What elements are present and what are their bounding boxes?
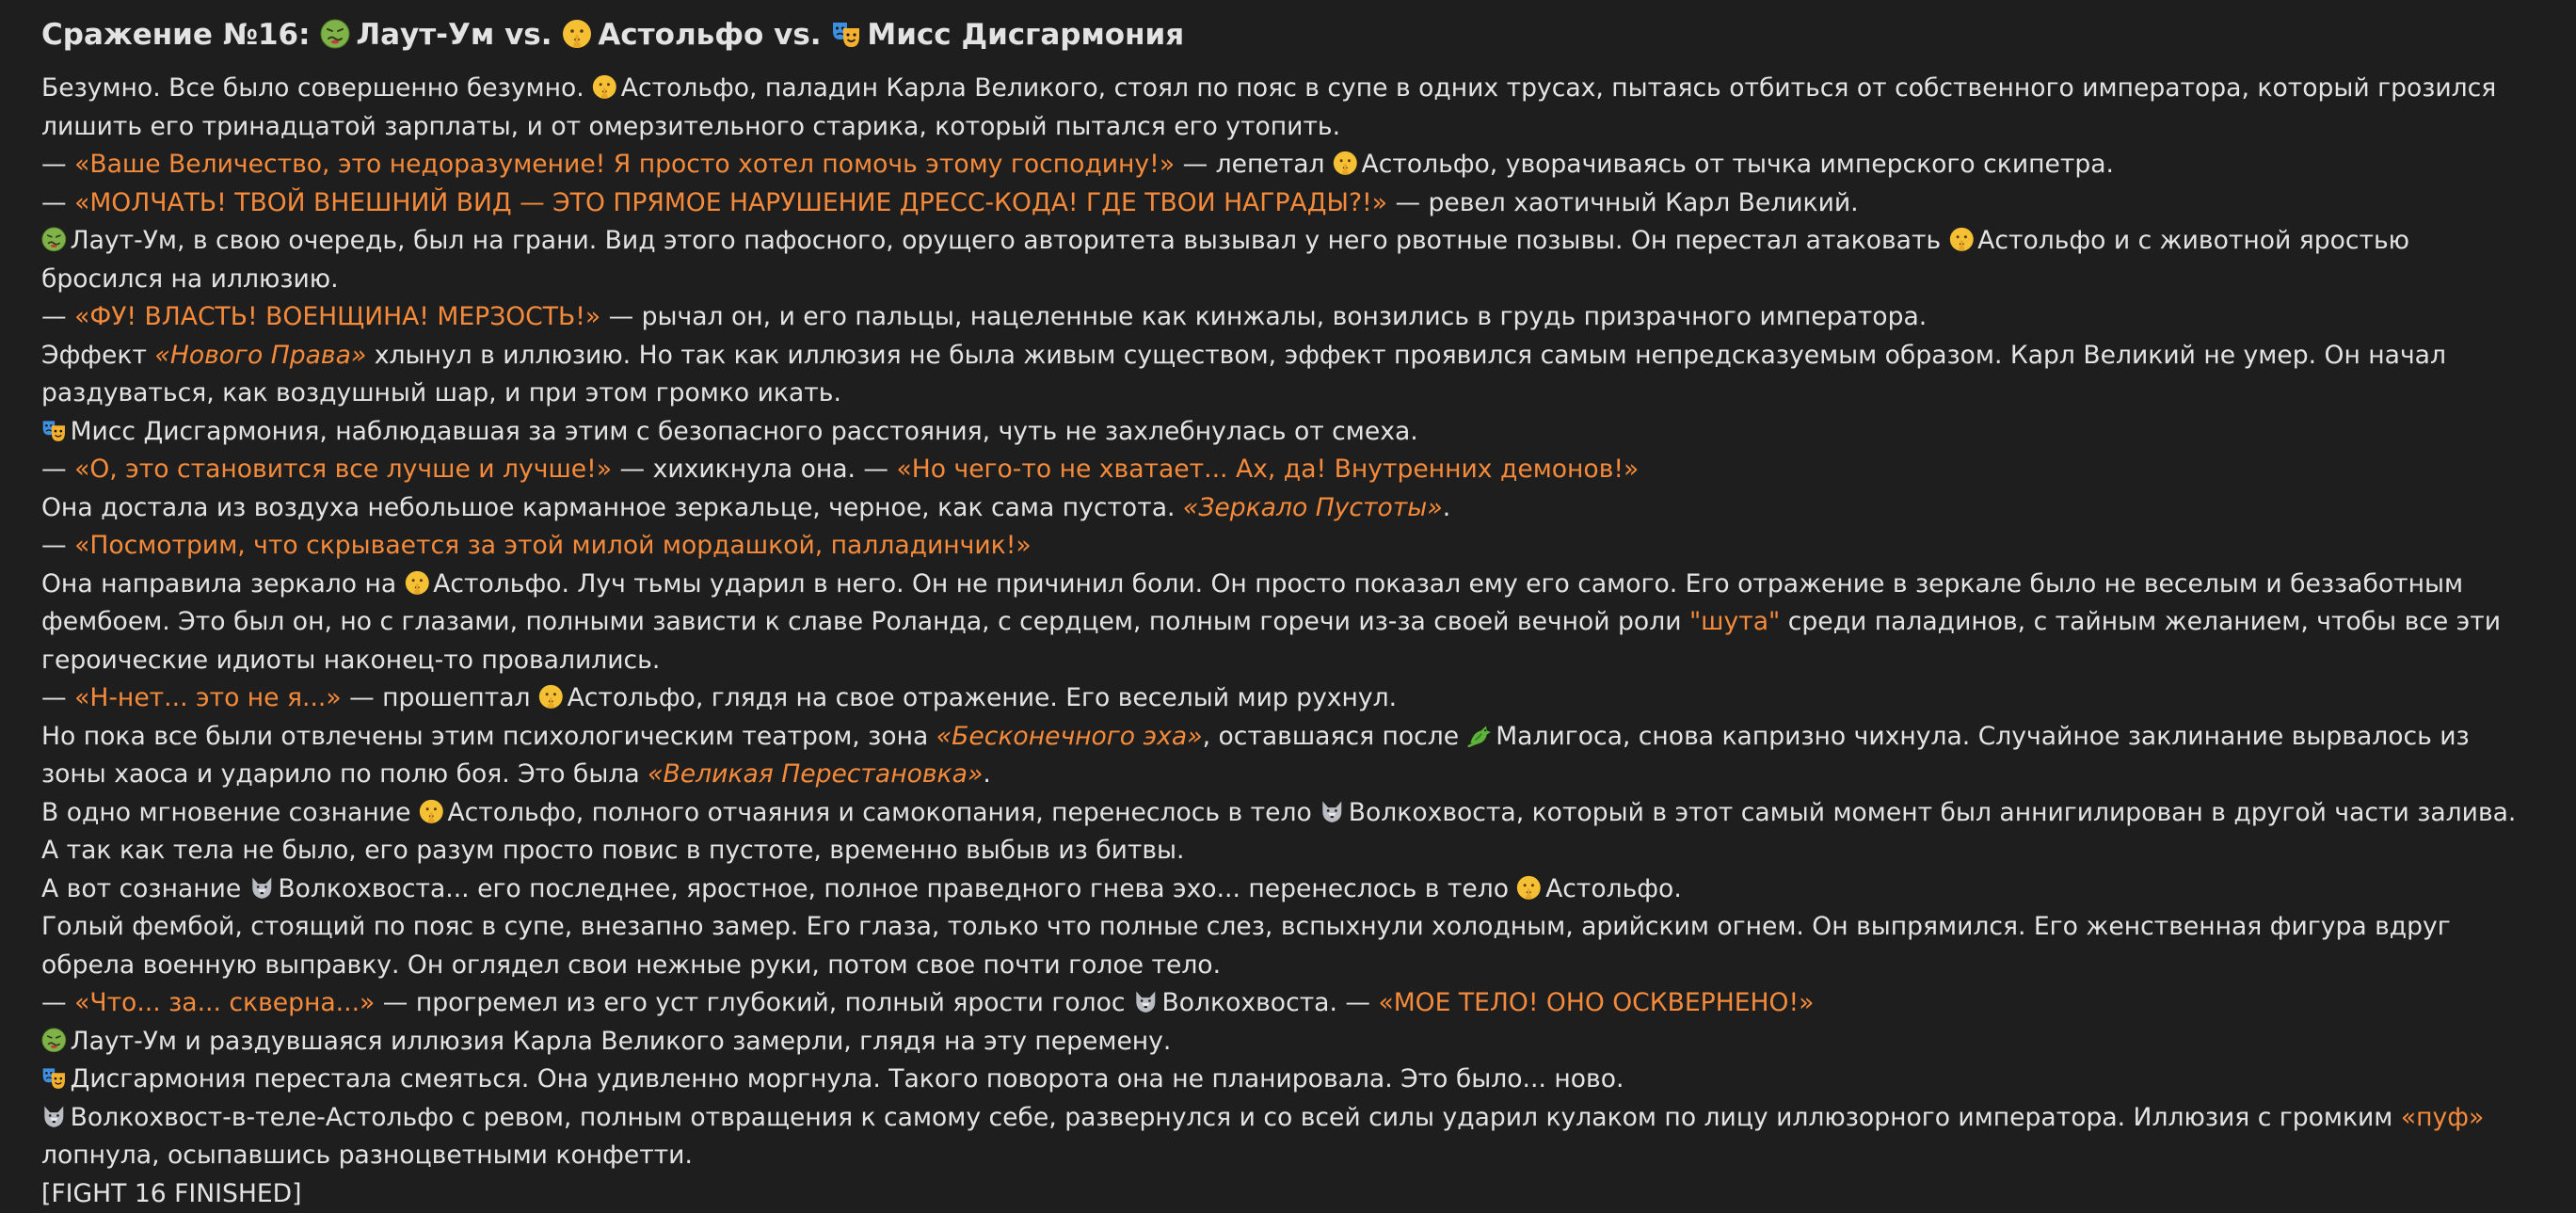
theater-masks-icon [831, 19, 861, 49]
text: — [41, 988, 74, 1017]
paragraph-4 [41, 222, 2535, 298]
text: [FIGHT 16 FINISHED] [41, 1179, 302, 1208]
fight-finished-marker [41, 1175, 2535, 1213]
text: Лаут-Ум и раздувшаяся иллюзия Карла Великого замерли, глядя на эту перемену. [71, 1027, 1172, 1056]
emphasis: «Великая Перестановка» [648, 759, 983, 789]
text: Астольфо. [1545, 874, 1682, 903]
paragraph-6 [41, 337, 2535, 413]
text: Лаут-Ум, в свою очередь, был на грани. Вид этого пафосного, орущего авторитета вызывал у него рвотные позывы. Он перестал атаковать [71, 226, 1949, 255]
nauseated-face-icon [41, 1028, 67, 1053]
text: Волкохвоста... его последнее, яростное, полное праведного гнева эхо... перенеслось в тело [278, 874, 1516, 903]
text: А вот сознание [41, 874, 249, 903]
paragraph-1 [41, 70, 2535, 146]
fight-title [41, 9, 2535, 60]
dragon-icon [1467, 723, 1493, 748]
title-vs-1: vs. [504, 18, 552, 52]
quote: «О, это становится все лучше и лучше!» [74, 455, 612, 484]
shushing-face-icon [562, 19, 592, 49]
paragraph-5 [41, 298, 2535, 337]
shushing-face-icon [592, 74, 617, 100]
text: Астольфо, уворачиваясь от тычка имперского скипетра. [1362, 150, 2114, 179]
paragraph-8 [41, 451, 2535, 489]
paragraph-13 [41, 718, 2535, 794]
text: — прошептал [342, 683, 538, 712]
title-laut-um: Лаут-Ум [356, 18, 494, 52]
quote: «Н-нет... это не я...» [74, 683, 342, 712]
text: хлынул в иллюзию. Но так как иллюзия не была живым существом, эффект проявился самым непредсказуемым образом. Карл Великий не умер. Он начал раздуваться, как воздушный шар, и при этом громко икать. [41, 341, 2446, 408]
text: Дисгармония перестала смеяться. Она удивленно моргнула. Такого поворота она не планировала. Это было... ново. [71, 1064, 1624, 1093]
text: среди паладинов, с тайным желанием, чтобы все эти героические идиоты наконец-то провалились. [41, 607, 2501, 675]
emphasis: «Нового Права» [154, 341, 366, 370]
paragraph-15 [41, 870, 2535, 909]
text: Но пока все были отвлечены этим психологическим театром, зона [41, 722, 936, 751]
paragraph-11 [41, 566, 2535, 680]
paragraph-14 [41, 794, 2535, 870]
text: — [41, 188, 74, 217]
wolf-icon [1133, 989, 1159, 1014]
shushing-face-icon [1516, 875, 1542, 901]
text: Астольфо, полного отчаяния и самокопания, перенеслось в тело [447, 798, 1320, 827]
paragraph-18 [41, 1023, 2535, 1061]
paragraph-7 [41, 413, 2535, 452]
text: — прогремел из его уст глубокий, полный ярости голос [375, 988, 1133, 1017]
shushing-face-icon [538, 684, 564, 710]
text: Волкохвост-в-теле-Астольфо с ревом, полным отвращения к самому себе, развернулся и со всей силы ударил кулаком по лицу иллюзорного императора. Иллюзия с громким [71, 1103, 2401, 1132]
text: Волкохвоста. — [1162, 988, 1379, 1017]
title-prefix: Сражение №16: [41, 18, 311, 52]
text: Астольфо, глядя на свое отражение. Его веселый мир рухнул. [568, 683, 1398, 712]
shushing-face-icon [1333, 151, 1358, 176]
wolf-icon [1320, 799, 1345, 824]
paragraph-3 [41, 184, 2535, 223]
text: Малигоса, снова капризно чихнула. Случайное заклинание вырвалось из зоны хаоса и ударило по полю боя. Это была [41, 722, 2470, 790]
text: — [41, 302, 74, 331]
quote: «Посмотрим, что скрывается за этой милой мордашкой, палладинчик!» [74, 531, 1032, 560]
paragraph-19 [41, 1061, 2535, 1099]
paragraph-16 [41, 908, 2535, 984]
quote: «Что... за... скверна...» [74, 988, 375, 1017]
text: Астольфо и с животной яростью бросился на иллюзию. [41, 226, 2409, 294]
shushing-face-icon [419, 799, 444, 824]
theater-masks-icon [41, 418, 67, 443]
paragraph-20 [41, 1099, 2535, 1175]
text: , оставшаяся после [1203, 722, 1467, 751]
wolf-icon [249, 875, 275, 901]
text: — [41, 683, 74, 712]
text: Волкохвоста, который в этот самый момент был аннигилирован в другой части залива. А так как тела не было, его разум просто повис в пустоте, временно выбыв из битвы. [41, 798, 2516, 866]
text: Мисс Дисгармония, наблюдавшая за этим с безопасного расстояния, чуть не захлебнулась от смеха. [71, 417, 1418, 446]
nauseated-face-icon [320, 19, 350, 49]
shushing-face-icon [1949, 227, 1975, 252]
text: Астольфо, паладин Карла Великого, стоял по пояс в супе в одних трусах, пытаясь отбиться от собственного императора, который грозился лишить его тринадцатой зарплаты, и от омерзительного старика, который пытался его утопить. [41, 73, 2496, 141]
text: лопнула, осыпавшись разноцветными конфетти. [41, 1141, 693, 1170]
text: В одно мгновение сознание [41, 798, 419, 827]
quote: «Но чего-то не хватает... Ах, да! Внутренних демонов!» [896, 455, 1639, 484]
text: Голый фембой, стоящий по пояс в супе, внезапно замер. Его глаза, только что полные слез, вспыхнули холодным, арийским огнем. Он выпрямился. Его женственная фигура вдруг обрела военную выправку. Он оглядел свои нежные руки, потом свое почти голое тело. [41, 912, 2451, 980]
text: Она достала из воздуха небольшое карманное зеркальце, черное, как сама пустота. [41, 493, 1183, 522]
text: — [41, 150, 74, 179]
text: Она направила зеркало на [41, 569, 405, 599]
paragraph-12 [41, 679, 2535, 718]
quote: «Ваше Величество, это недоразумение! Я просто хотел помочь этому господину!» [74, 150, 1175, 179]
text: — лепетал [1175, 150, 1333, 179]
text: Безумно. Все было совершенно безумно. [41, 73, 592, 103]
paragraph-10 [41, 527, 2535, 566]
text: — [41, 455, 74, 484]
text: Эффект [41, 341, 154, 370]
emphasis: «Бесконечного эха» [936, 722, 1203, 751]
title-dysharmony: Мисс Дисгармония [867, 18, 1184, 52]
quote: «пуф» [2401, 1103, 2484, 1132]
title-astolfo: Астольфо [598, 18, 763, 52]
story-body [41, 70, 2535, 1213]
paragraph-2 [41, 146, 2535, 184]
shushing-face-icon [405, 570, 430, 596]
quote: "шута" [1689, 607, 1780, 636]
quote: «МОЛЧАТЬ! ТВОЙ ВНЕШНИЙ ВИД — ЭТО ПРЯМОЕ НАРУШЕНИЕ ДРЕСС-КОДА! ГДЕ ТВОИ НАГРАДЫ?!» [74, 188, 1387, 217]
text: — [41, 531, 74, 560]
nauseated-face-icon [41, 227, 67, 252]
text: — ревел хаотичный Карл Великий. [1387, 188, 1859, 217]
text: — рычал он, и его пальцы, нацеленные как кинжалы, вонзились в грудь призрачного императора. [600, 302, 1927, 331]
text: Астольфо. Луч тьмы ударил в него. Он не причинил боли. Он просто показал ему его самого. Его отражение в зеркале было не веселым и беззаботным фембоем. Это был он, но с глазами, полными зависти к славе Роланда, с сердцем, полным горечи из-за своей вечной роли [41, 569, 2463, 637]
title-vs-2: vs. [774, 18, 821, 52]
quote: «МОЕ ТЕЛО! ОНО ОСКВЕРНЕНО!» [1378, 988, 1814, 1017]
text: . [1443, 493, 1450, 522]
text: — хихикнула она. — [612, 455, 896, 484]
quote: «ФУ! ВЛАСТЬ! ВОЕНЩИНА! МЕРЗОСТЬ!» [74, 302, 600, 331]
theater-masks-icon [41, 1065, 67, 1091]
paragraph-17 [41, 984, 2535, 1023]
emphasis: «Зеркало Пустоты» [1183, 493, 1443, 522]
paragraph-9 [41, 489, 2535, 528]
wolf-icon [41, 1104, 67, 1129]
text: . [983, 759, 990, 789]
